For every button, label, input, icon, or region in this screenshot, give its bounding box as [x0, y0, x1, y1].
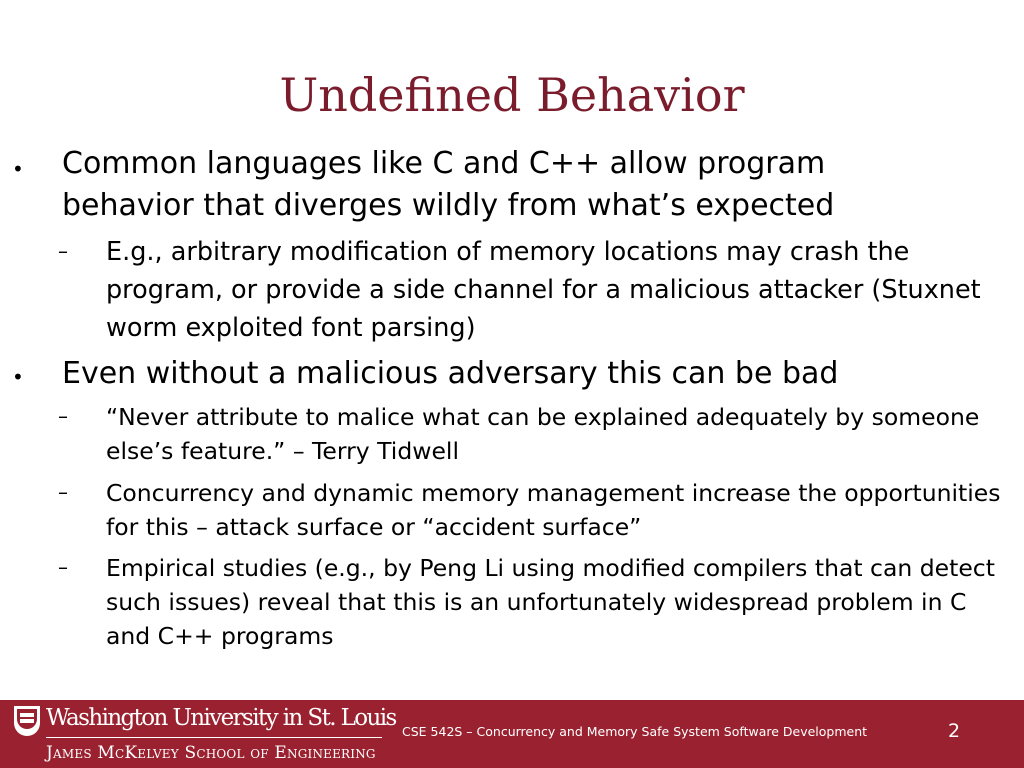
logo-divider [46, 737, 382, 738]
sub-bullet-marker: – [58, 239, 68, 263]
page-number: 2 [948, 720, 961, 742]
bullet-marker: • [12, 157, 24, 181]
sub-bullet-text: Empirical studies (e.g., by Peng Li using modified compilers that can detect such issues) reveal that this is an unfortunately widespread problem in C and C++ programs [106, 554, 995, 650]
course-title: CSE 542S – Concurrency and Memory Safe System Software Development [402, 724, 868, 739]
sub-bullet-marker: – [58, 404, 68, 428]
bullet-text: Even without a malicious adversary this can be bad [62, 356, 839, 391]
bullet-text: Common languages like C and C++ allow program behavior that diverges wildly from what’s expected [62, 146, 835, 223]
university-name: Washington University in St. Louis [46, 705, 396, 731]
sub-bullet-text: Concurrency and dynamic memory management increase the opportunities for this – attack surface or “accident surface” [106, 479, 1001, 541]
sub-bullet-text: E.g., arbitrary modification of memory locations may crash the program, or provide a side channel for a malicious attacker (Stuxnet worm exploited font parsing) [106, 237, 981, 343]
sub-bullet-text: “Never attribute to malice what can be explained adequately by someone else’s feature.” – Terry Tidwell [106, 403, 980, 465]
sub-bullet-marker: – [58, 555, 68, 579]
shield-icon [14, 706, 40, 736]
sub-bullet-marker: – [58, 480, 68, 504]
school-name: James McKelvey School of Engineering [46, 743, 376, 763]
bullet-marker: • [12, 365, 24, 389]
slide-title: Undefined Behavior [279, 68, 745, 122]
footer-bar [0, 700, 1024, 768]
